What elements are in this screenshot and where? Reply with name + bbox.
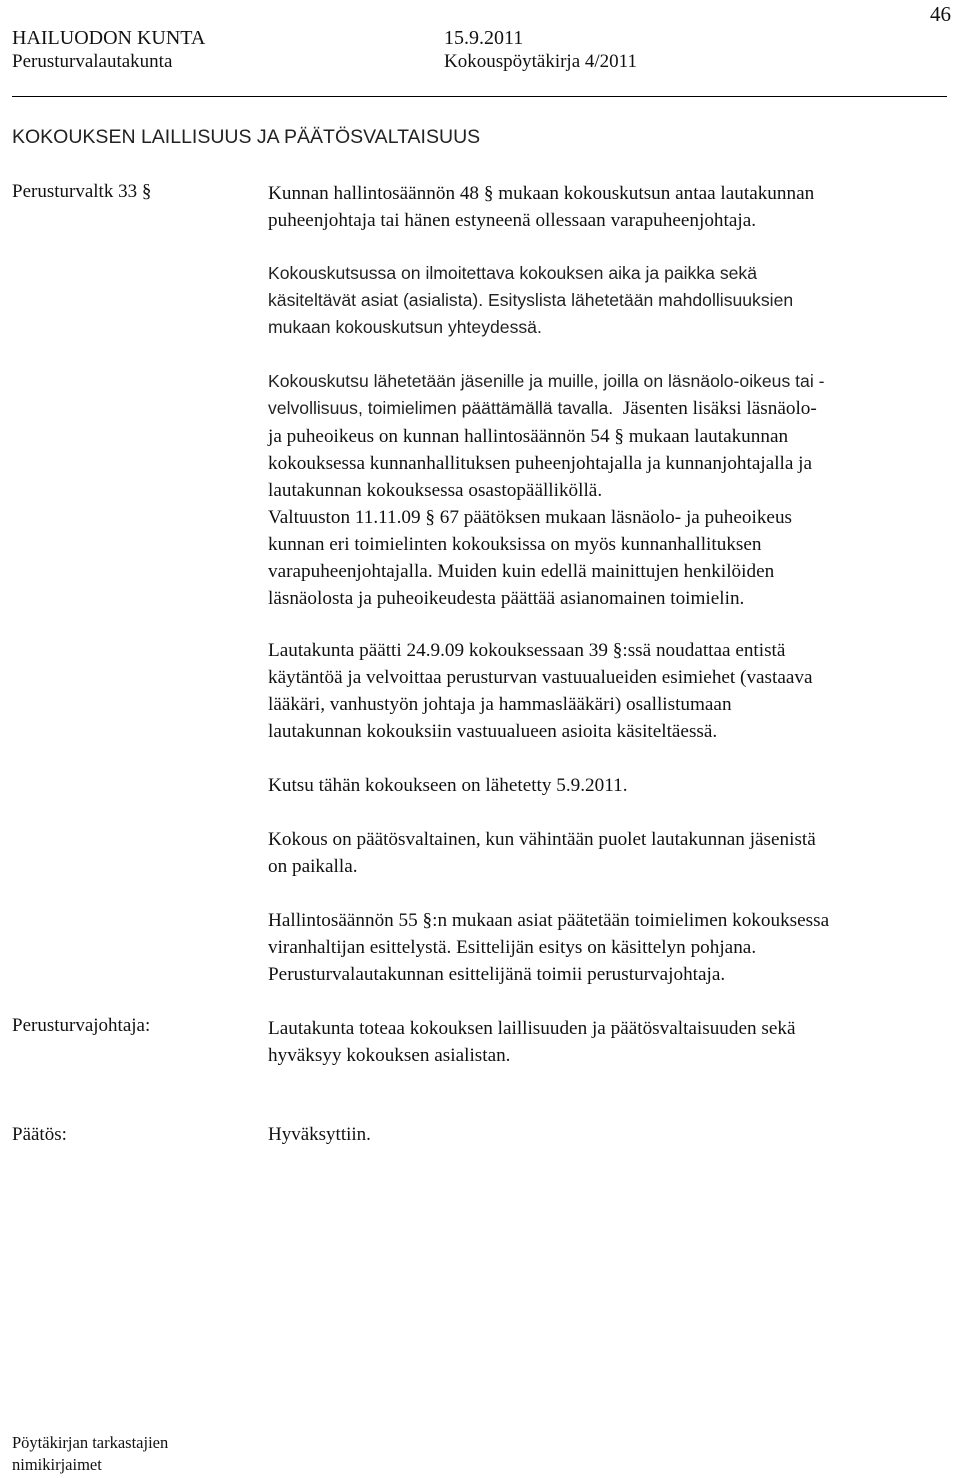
- paragraph-invitation-sent: [268, 772, 628, 799]
- text-line: puheenjohtaja tai hänen estyneenä ollessaan varapuheenjohtaja.: [268, 210, 757, 231]
- text-line: mukaan kokouskutsun yhteydessä.: [268, 317, 542, 337]
- text-line: varapuheenjohtajalla. Muiden kuin edellä mainittujen henkilöiden: [268, 561, 775, 582]
- paragraph-invitation-content: [268, 260, 793, 341]
- text-segment: velvollisuus, toimielimen päättämällä tavalla.: [268, 398, 614, 418]
- text-line: Lautakunta toteaa kokouksen laillisuuden ja päätösvaltaisuuden sekä: [268, 1018, 796, 1039]
- text-line: Valtuuston 11.11.09 § 67 päätöksen mukaan läsnäolo- ja puheoikeus: [268, 507, 793, 528]
- text-line: läsnäolosta ja puheoikeudesta päättää asianomainen toimielin.: [268, 588, 745, 609]
- decision-text: Hyväksyttiin.: [268, 1124, 371, 1145]
- decision-label: Päätös:: [12, 1124, 67, 1145]
- text-line: Kutsu tähän kokoukseen on lähetetty 5.9.2011.: [268, 775, 628, 796]
- paragraph-board-decision: [268, 637, 813, 745]
- text-line: on paikalla.: [268, 856, 358, 877]
- municipality-name: HAILUODON KUNTA: [12, 27, 206, 49]
- footer-initials-label: [12, 1432, 168, 1476]
- proposal-text: [268, 1015, 796, 1069]
- text-line: Perusturvalautakunnan esittelijänä toimii perusturvajohtaja.: [268, 964, 726, 985]
- meeting-date: 15.9.2011: [444, 27, 524, 49]
- text-line: kunnan eri toimielinten kokouksissa on myös kunnanhallituksen: [268, 534, 762, 555]
- footer-line: nimikirjaimet: [12, 1455, 102, 1474]
- text-line: lautakunnan kokouksessa osastopäälliköllä.: [268, 480, 603, 501]
- page-number: 46: [930, 2, 951, 26]
- text-line: Kokouskutsussa on ilmoitettava kokouksen aika ja paikka sekä: [268, 263, 757, 283]
- proposal-label: Perusturvajohtaja:: [12, 1015, 151, 1036]
- paragraph-quorum: [268, 826, 816, 880]
- text-segment: Jäsenten lisäksi läsnäolo-: [613, 398, 817, 419]
- text-line: Kunnan hallintosäännön 48 § mukaan kokouskutsun antaa lautakunnan: [268, 183, 815, 204]
- section-title: KOKOUKSEN LAILLISUUS JA PÄÄTÖSVALTAISUUS: [12, 126, 481, 148]
- minutes-number: Kokouspöytäkirja 4/2011: [444, 51, 637, 72]
- text-line-mixed: [268, 395, 824, 423]
- text-line: Kokouskutsu lähetetään jäsenille ja muille, joilla on läsnäolo-oikeus tai -: [268, 371, 825, 391]
- text-line: ja puheoikeus on kunnan hallintosäännön 54 § mukaan lautakunnan: [268, 426, 789, 447]
- text-line: Hallintosäännön 55 §:n mukaan asiat päätetään toimielimen kokouksessa: [268, 910, 830, 931]
- text-line: viranhaltijan esittelystä. Esittelijän esitys on käsittelyn pohjana.: [268, 937, 757, 958]
- text-line: lautakunnan kokouksiin vastuualueen asioita käsiteltäessä.: [268, 721, 718, 742]
- text-line: Kokous on päätösvaltainen, kun vähintään puolet lautakunnan jäsenistä: [268, 829, 816, 850]
- paragraph-convening: [268, 180, 814, 234]
- text-line: käsiteltävät asiat (asialista). Esityslista lähetetään mahdollisuuksien: [268, 290, 794, 310]
- section-reference: Perusturvaltk 33 §: [12, 181, 152, 202]
- text-line: Lautakunta päätti 24.9.09 kokouksessaan 39 §:ssä noudattaa entistä: [268, 640, 786, 661]
- text-line: kokouksessa kunnanhallituksen puheenjohtajalla ja kunnanjohtajalla ja: [268, 453, 813, 474]
- text-line: hyväksyy kokouksen asialistan.: [268, 1045, 511, 1066]
- board-name: Perusturvalautakunta: [12, 51, 173, 72]
- footer-line: Pöytäkirjan tarkastajien: [12, 1433, 169, 1452]
- text-line: lääkäri, vanhustyön johtaja ja hammaslääkäri) osallistumaan: [268, 694, 732, 715]
- paragraph-presentation: [268, 907, 829, 988]
- paragraph-attendance-rights: [268, 368, 824, 612]
- text-line: käytäntöä ja velvoittaa perusturvan vastuualueiden esimiehet (vastaava: [268, 667, 813, 688]
- header-rule: [12, 96, 947, 97]
